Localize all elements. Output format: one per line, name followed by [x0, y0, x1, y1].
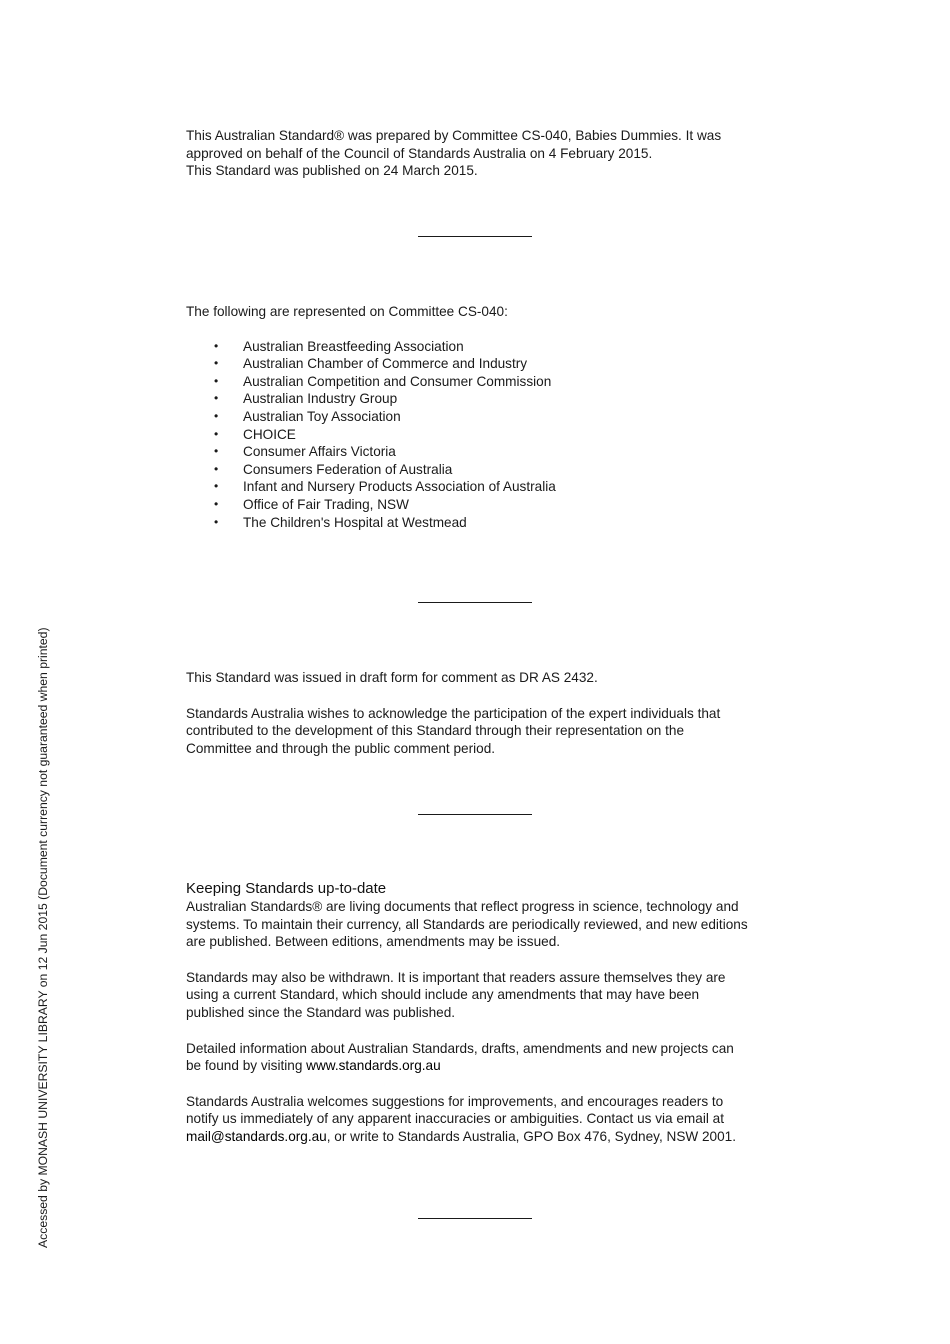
committee-block — [186, 303, 776, 531]
member-label: Australian Chamber of Commerce and Industry — [243, 356, 528, 372]
committee-member-list — [186, 338, 776, 532]
visit-text: be found by visiting — [186, 1058, 307, 1074]
bullet-icon: • — [214, 514, 219, 529]
intro-block — [186, 127, 776, 180]
section-heading: Keeping Standards up-to-date — [186, 880, 387, 897]
uptodate-p2-line-1: Standards may also be withdrawn. It is important that readers assure themselves they are — [186, 969, 726, 985]
website-link[interactable]: www.standards.org.au — [306, 1058, 441, 1074]
list-item — [186, 443, 776, 461]
intro-line-1: This Australian Standard® was prepared by Committee CS-040, Babies Dummies. It was — [186, 128, 722, 143]
bullet-icon: • — [214, 444, 219, 459]
member-label: Australian Toy Association — [243, 408, 401, 424]
uptodate-p2-line-3: published since the Standard was published. — [186, 1004, 456, 1020]
bullet-icon: • — [214, 461, 219, 476]
uptodate-p2-line-2: using a current Standard, which should include any amendments that may have been — [186, 987, 700, 1003]
acknowledgement-line-3: Committee and through the public comment period. — [186, 740, 496, 756]
member-label: Consumer Affairs Victoria — [243, 444, 396, 460]
member-label: Office of Fair Trading, NSW — [243, 496, 409, 512]
member-label: Australian Breastfeeding Association — [243, 338, 464, 354]
separator-rule — [418, 602, 532, 603]
uptodate-p4-line-3 — [186, 1128, 776, 1146]
separator-rule — [418, 236, 532, 237]
committee-lead: The following are represented on Committee CS-040: — [186, 304, 508, 319]
uptodate-p4-line-1: Standards Australia welcomes suggestions for improvements, and encourages readers to — [186, 1093, 724, 1109]
bullet-icon: • — [214, 338, 219, 353]
acknowledgement-line-2: contributed to the development of this Standard through their representation on the — [186, 723, 685, 739]
uptodate-p4-line-2: notify us immediately of any apparent inaccuracies or ambiguities. Contact us via email at — [186, 1111, 724, 1127]
list-item — [186, 338, 776, 356]
intro-line-2: approved on behalf of the Council of Standards Australia on 4 February 2015. — [186, 145, 653, 161]
member-label: Consumers Federation of Australia — [243, 461, 453, 477]
uptodate-p1-line-1: Australian Standards® are living documents that reflect progress in science, technology and — [186, 899, 739, 914]
email-link[interactable]: mail@standards.org.au — [186, 1128, 327, 1144]
bullet-icon: • — [214, 408, 219, 423]
bullet-icon: • — [214, 391, 219, 406]
uptodate-p1-line-3: are published. Between editions, amendments may be issued. — [186, 934, 561, 950]
list-item — [186, 478, 776, 496]
list-item — [186, 461, 776, 479]
bullet-icon: • — [214, 496, 219, 511]
list-item — [186, 496, 776, 514]
list-item — [186, 426, 776, 444]
bullet-icon: • — [214, 426, 219, 441]
list-item — [186, 355, 776, 373]
list-item — [186, 373, 776, 391]
draft-block — [186, 669, 776, 757]
acknowledgement-line-1: Standards Australia wishes to acknowledge the participation of the expert individuals that — [186, 705, 721, 721]
list-item — [186, 408, 776, 426]
uptodate-block — [186, 880, 776, 1146]
uptodate-p3-line-1: Detailed information about Australian Standards, drafts, amendments and new projects can — [186, 1040, 734, 1056]
list-item — [186, 514, 776, 532]
separator-rule — [418, 814, 532, 815]
bullet-icon: • — [214, 356, 219, 371]
uptodate-p1-line-2: systems. To maintain their currency, all Standards are periodically reviewed, and new editions — [186, 916, 748, 932]
intro-line-3: This Standard was published on 24 March 2015. — [186, 163, 478, 179]
access-watermark: Accessed by MONASH UNIVERSITY LIBRARY on 12 Jun 2015 (Document currency not guaranteed when printed) — [36, 627, 50, 1248]
member-label: CHOICE — [243, 426, 296, 442]
address-text: , or write to Standards Australia, GPO Box 476, Sydney, NSW 2001. — [326, 1128, 737, 1144]
member-label: Australian Industry Group — [243, 391, 398, 407]
uptodate-p3-line-2 — [186, 1057, 776, 1075]
member-label: Australian Competition and Consumer Commission — [243, 373, 552, 389]
member-label: The Children's Hospital at Westmead — [243, 514, 467, 530]
bullet-icon: • — [214, 479, 219, 494]
member-label: Infant and Nursery Products Association of Australia — [243, 479, 556, 495]
bullet-icon: • — [214, 373, 219, 388]
list-item — [186, 390, 776, 408]
draft-issued-text: This Standard was issued in draft form for comment as DR AS 2432. — [186, 670, 598, 685]
separator-rule — [418, 1218, 532, 1219]
